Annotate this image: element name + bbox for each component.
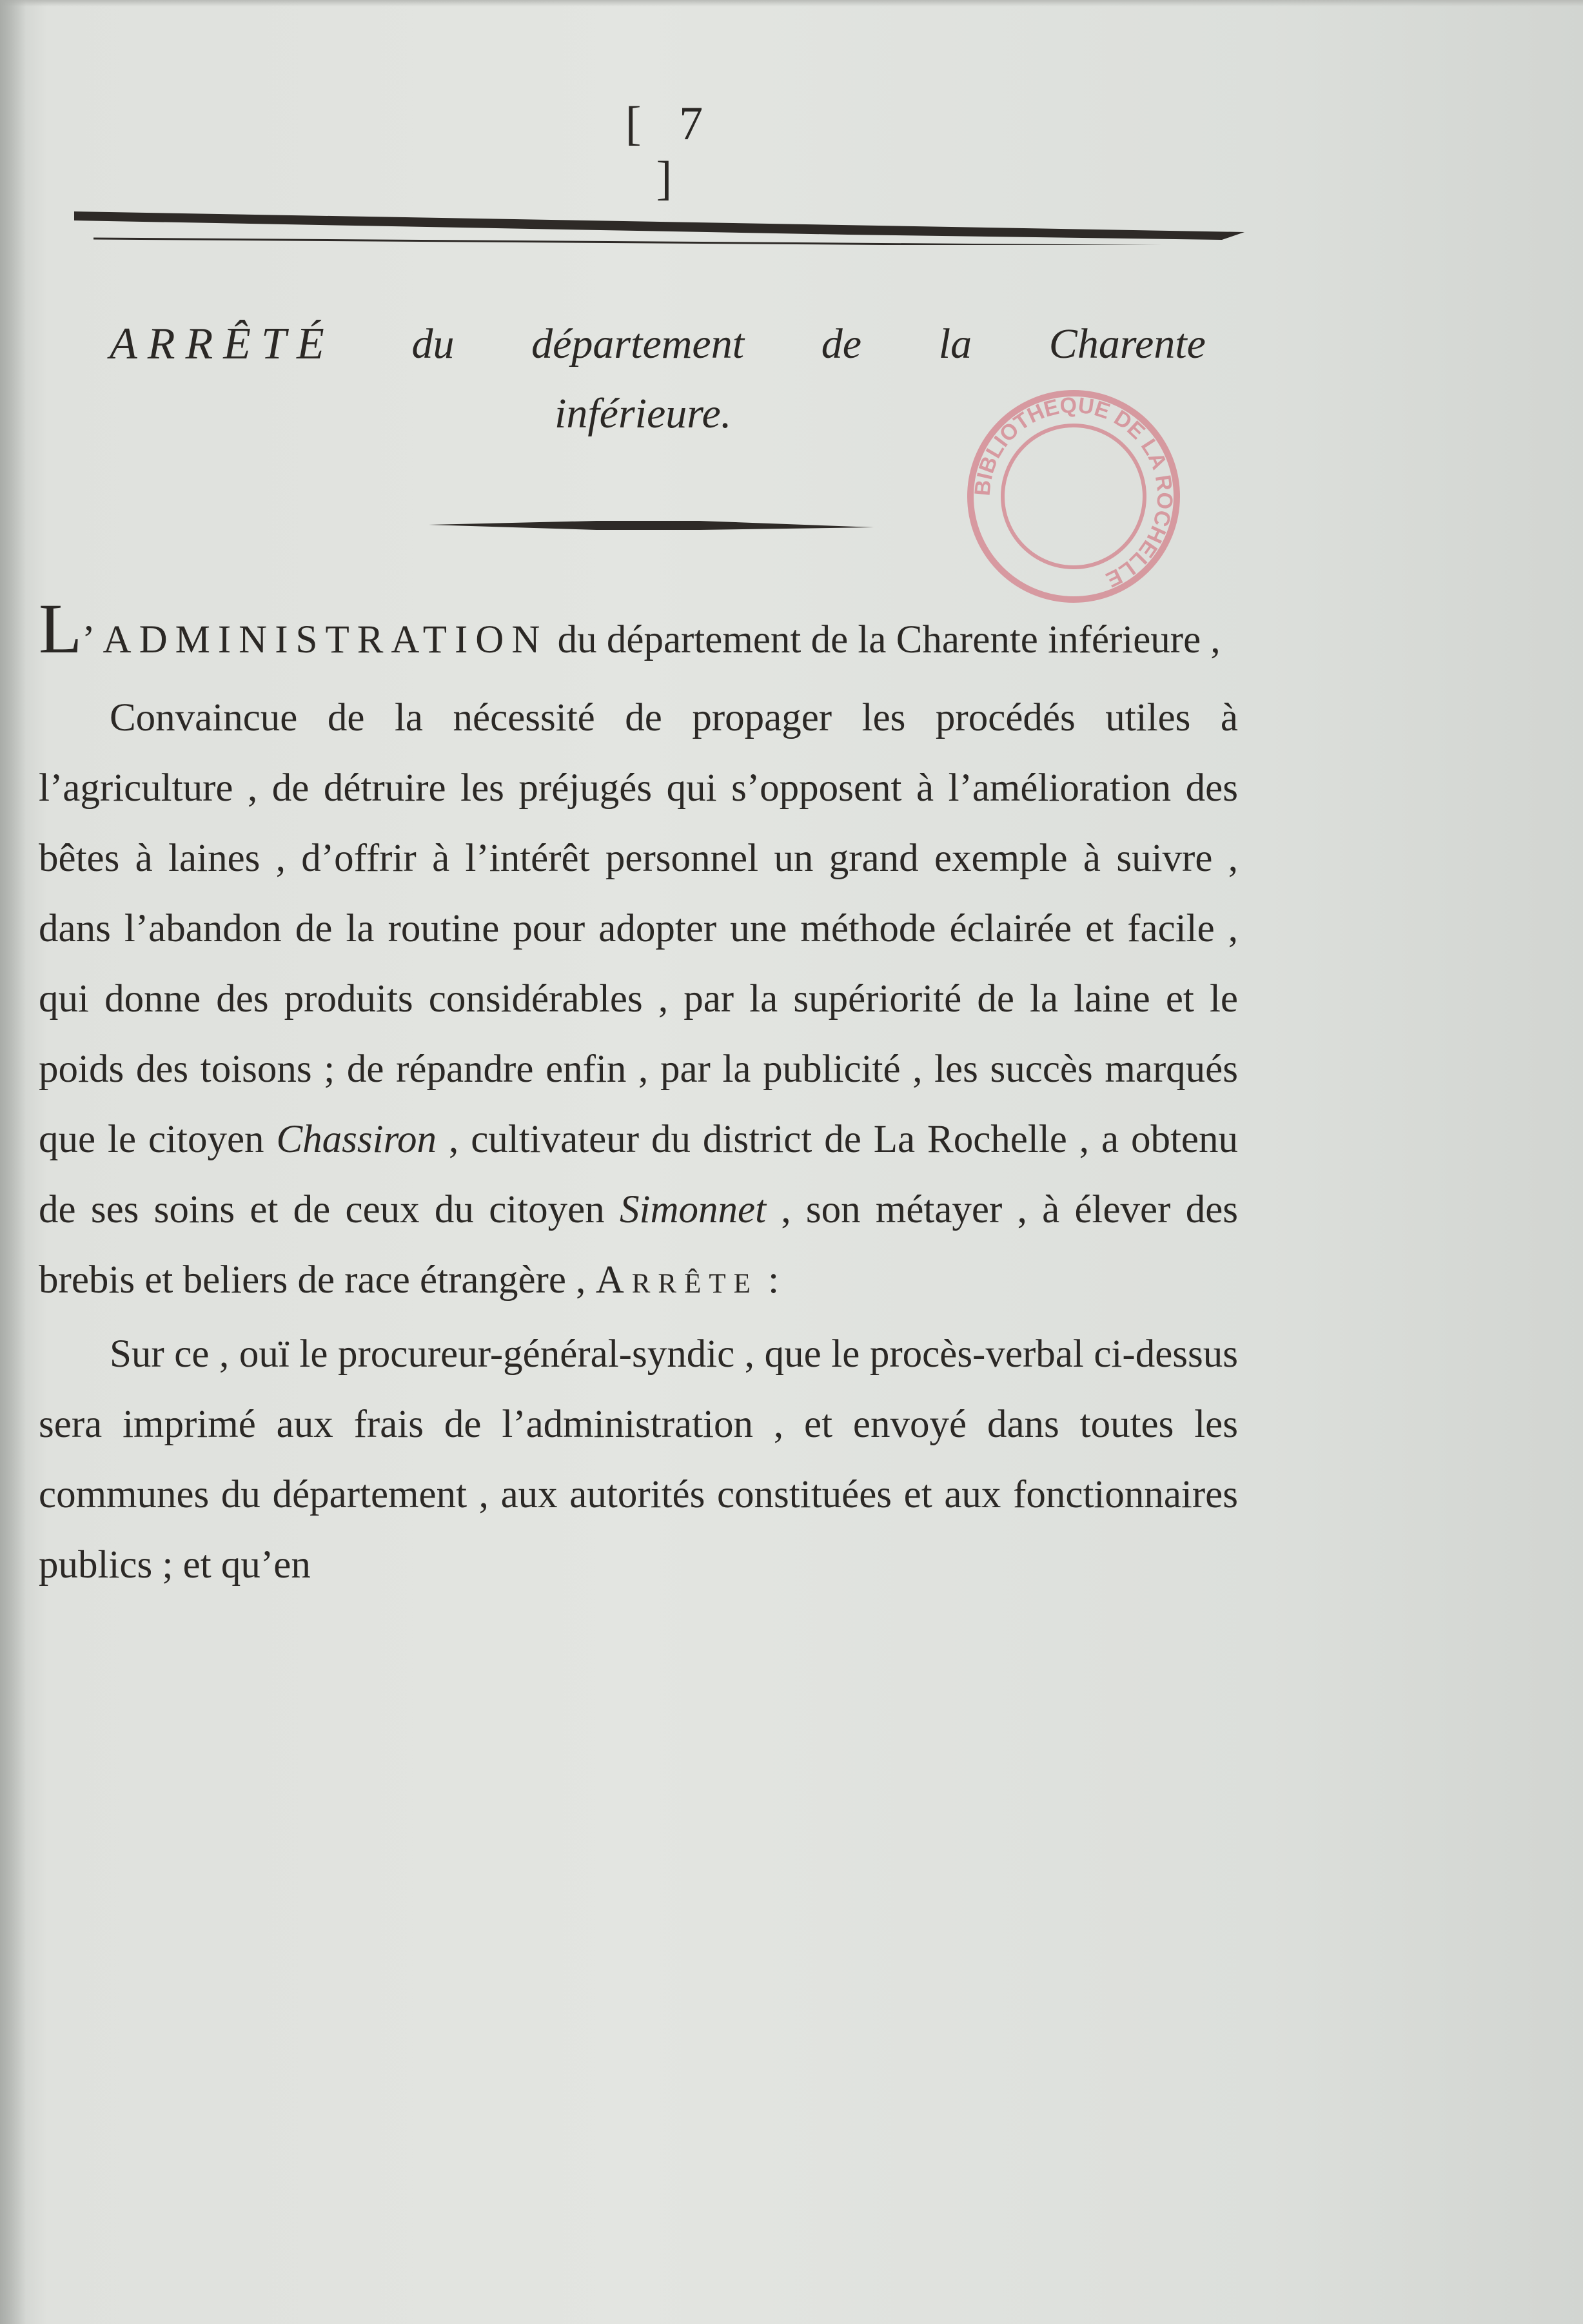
library-stamp — [951, 380, 1196, 612]
title-word: département — [531, 320, 745, 367]
paragraph2-text-3: , son métayer , à élever des brebis et beliers de race étrangère , — [39, 1188, 1239, 1302]
paragraph-convaincue — [39, 683, 1238, 1315]
title-word: la — [938, 320, 972, 367]
title-word-arrete: ARRÊTÉ — [110, 319, 335, 369]
paragraph2-text-2: , cultivateur du district de La Rochelle , a obtenu de ses soins et de ceux du citoyen — [39, 1118, 1238, 1231]
arrete-smallcaps: Arrête — [595, 1258, 758, 1302]
drop-cap: L — [39, 589, 83, 668]
page-binding-shadow — [0, 0, 26, 2324]
ornamental-rule-short — [429, 516, 874, 535]
decree-body — [39, 589, 1239, 1600]
paragraph-sur-ce: Sur ce , ouï le procureur-général-syndic , que le procès-verbal ci-dessus sera imprimé aux frais de l’administration , et envoyé dans toutes les communes du département , aux autorités constituées et aux fonctionnaires publics ; et qu’en — [39, 1333, 1238, 1587]
paragraph2-text-1: Convaincue de la nécessité de propager les procédés utiles à l’agriculture , de détruire les préjugés qui s’opposent à l’amélioration des bêtes à laines , d’offrir à l’intérêt personnel un grand exemple à suivre , dans l’abandon de la routine pour adopter une méthode éclairée et facile , qui donne des produits considérables , par la supériorité de la laine et le poids des toisons ; de répandre enfin , par la publicité , les succès marqués que le citoyen — [39, 696, 1238, 1161]
ornamental-rule-top — [74, 206, 1244, 245]
title-word: de — [821, 320, 862, 367]
page-top-edge-shadow — [0, 0, 1583, 6]
title-word: du — [411, 320, 455, 367]
title-line-1 — [110, 309, 1206, 379]
administration-smallcaps: ’ADMINISTRATION — [82, 618, 548, 661]
title-line-2: inférieure. — [555, 390, 732, 437]
page-number: [ 7 ] — [625, 97, 716, 205]
name-chassiron: Chassiron — [276, 1118, 437, 1161]
stamp-text: BIBLIOTHÈQUE DE LA ROCHELLE — [970, 393, 1177, 592]
title-word: Charente — [1048, 320, 1206, 367]
arrete-colon: : — [758, 1258, 780, 1302]
name-simonnet: Simonnet — [620, 1188, 767, 1231]
paragraph-administration — [39, 589, 1238, 675]
paragraph1-text: du département de la Charente inférieure , — [547, 618, 1221, 661]
